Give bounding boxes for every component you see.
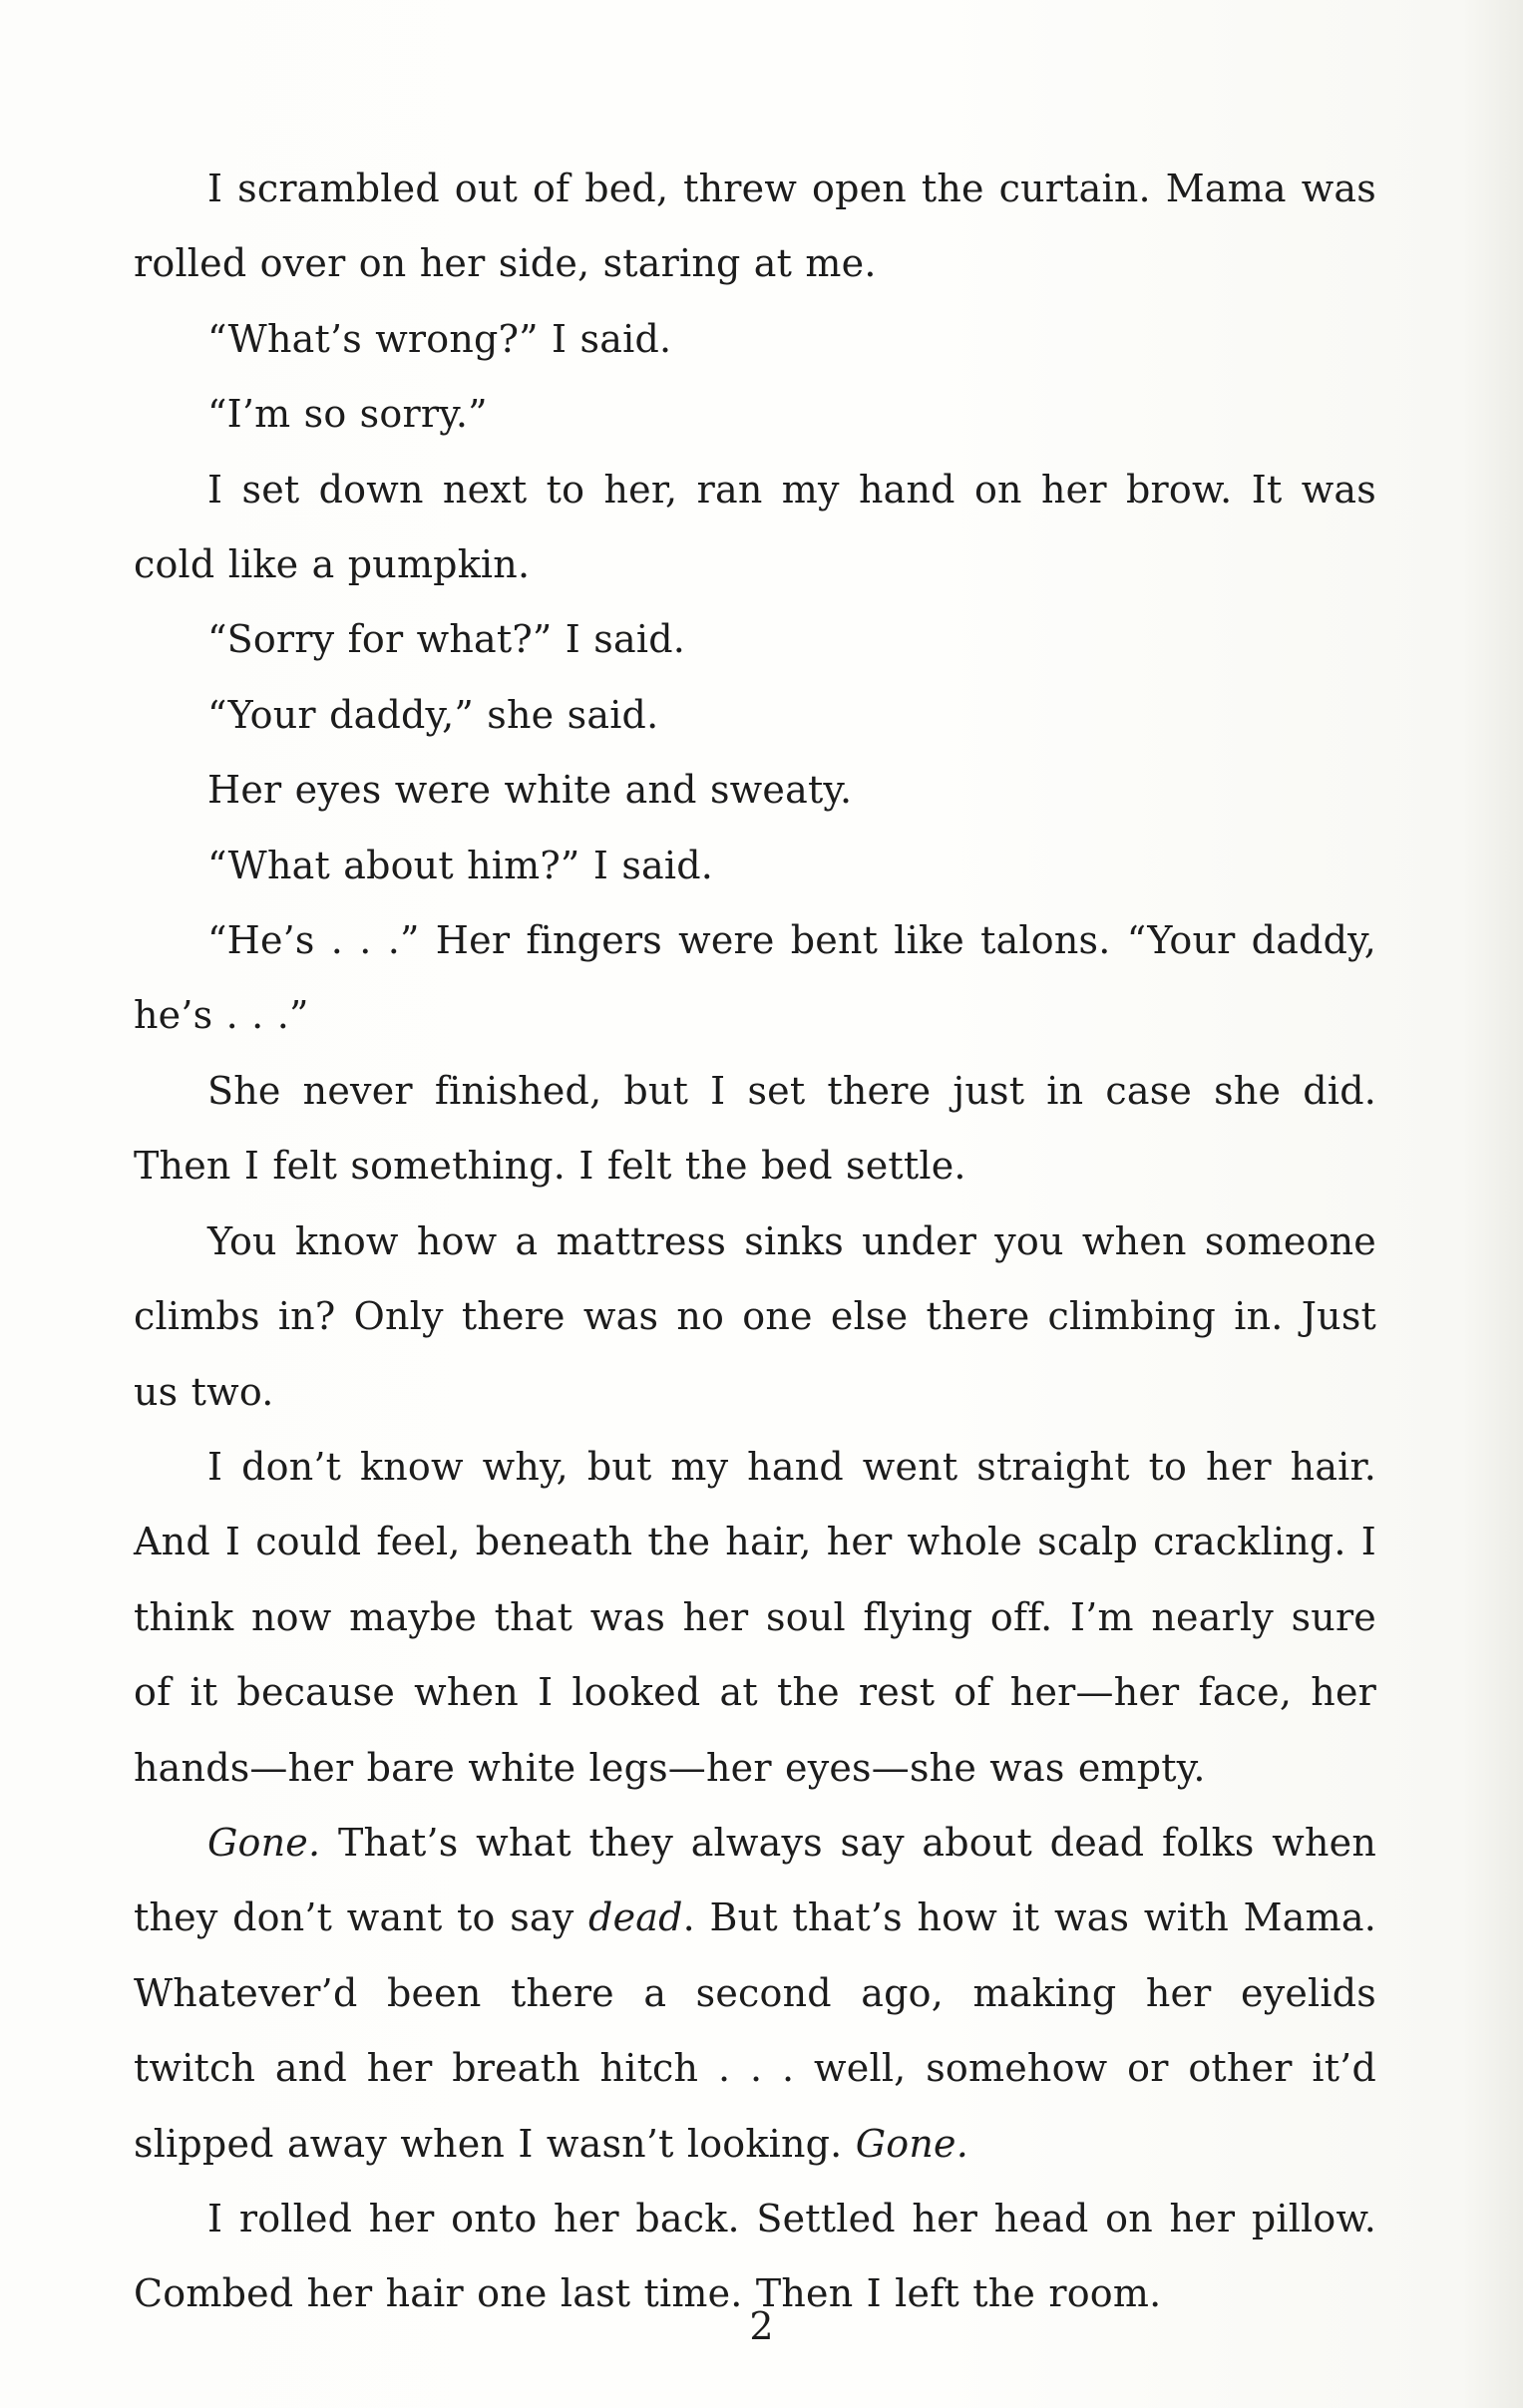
paragraph: “What about him?” I said.	[207, 843, 714, 887]
paragraph: You know how a mattress sinks under you when someone climbs in? Only there was no one else there climbing in. Just us two.	[134, 1218, 1376, 1414]
paragraph: “Sorry for what?” I said.	[207, 617, 686, 662]
paragraph: I don’t know why, but my hand went straight to her hair. And I could feel, beneath the hair, her whole scalp crackling. I think now maybe that was her soul flying off. I’m nearly sure of it because when I looked at the rest of her—her face, her hands—her bare white legs—her eyes—she was empty.	[134, 1444, 1376, 1790]
body-text	[134, 152, 1376, 2332]
paragraph-gone	[134, 1806, 1376, 2182]
paragraph: “He’s . . .” Her fingers were bent like talons. “Your daddy, he’s . . .”	[134, 918, 1376, 1038]
paragraph: Her eyes were white and sweaty.	[207, 768, 853, 813]
page-number: 2	[749, 2304, 774, 2348]
paragraph: She never finished, but I set there just in case she did. Then I felt something. I felt the bed settle.	[134, 1068, 1376, 1189]
paragraph: “Your daddy,” she said.	[207, 692, 659, 737]
paragraph: I scrambled out of bed, threw open the curtain. Mama was rolled over on her side, staring at me.	[134, 167, 1376, 286]
paragraph: I set down next to her, ran my hand on her brow. It was cold like a pumpkin.	[134, 467, 1376, 587]
italic-word: Gone.	[855, 2121, 968, 2166]
paragraph: “I’m so sorry.”	[207, 392, 488, 437]
paragraph-text: . But that’s how it was with Mama. Whatever’d been there a second ago, making her eyelids twitch and her breath hitch . . . well, somehow or other it’d slipped away when I wasn’t looking.	[134, 1895, 1377, 2166]
italic-word: dead	[588, 1895, 683, 1940]
paragraph: I rolled her onto her back. Settled her head on her pillow. Combed her hair one last time. Then I left the room.	[134, 2196, 1376, 2316]
paragraph: “What’s wrong?” I said.	[207, 316, 672, 361]
italic-word: Gone.	[207, 1820, 321, 1865]
paragraph-text: That’s what they always say about dead folks when they don’t want to say	[134, 1820, 1376, 1940]
